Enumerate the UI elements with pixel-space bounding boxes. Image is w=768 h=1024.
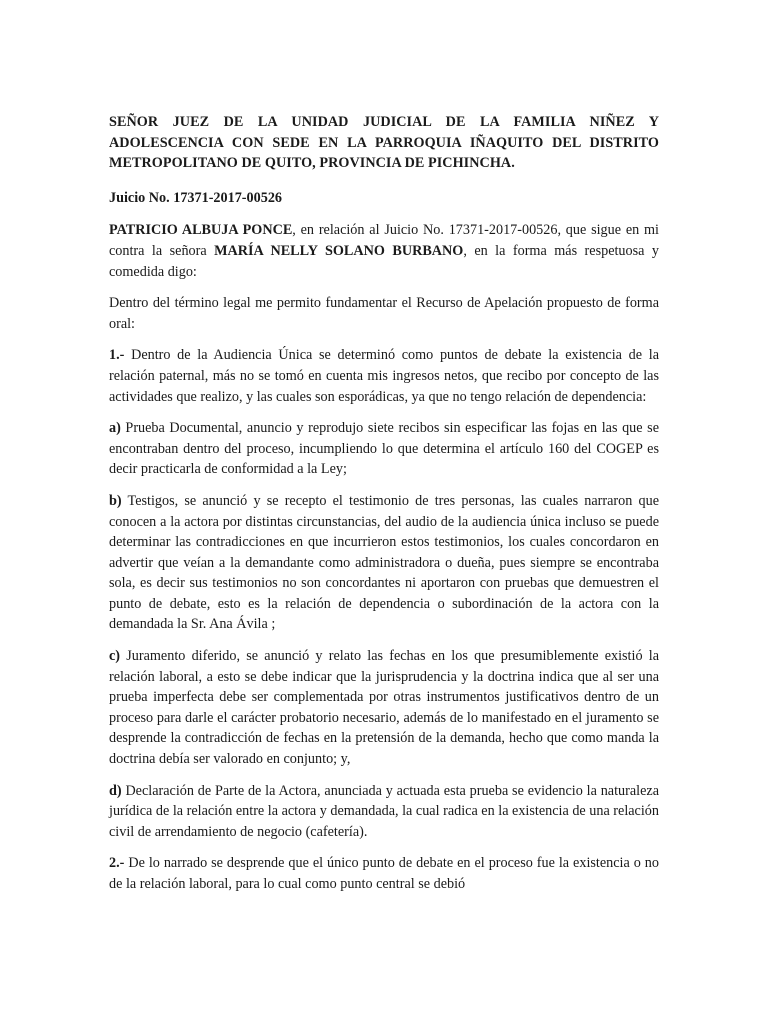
point-2-paragraph xyxy=(109,853,659,894)
point-1-paragraph xyxy=(109,345,659,407)
item-b-label: b) xyxy=(109,492,122,509)
item-d-paragraph xyxy=(109,781,659,843)
item-c-text: Juramento diferido, se anunció y relato las fechas en los que presumiblemente existió la relación laboral, a esto se debe indicar que la jurisprudencia y la doctrina indica que al ser una prueba imperfecta debe ser complementada por otras instrumentos justificativos dentro de un proceso para darle el carácter probatorio necesario, además de lo manifestado en el juramento se desprende la contradicción de fechas en la pretensión de la demanda, hecho que como manda la doctrina debía ser valorado en conjunto; y, xyxy=(109,648,659,768)
item-b-paragraph xyxy=(109,491,659,635)
case-number: Juicio No. 17371-2017-00526 xyxy=(109,189,283,206)
intro-text-2: , en la forma más respetuosa y comedida digo: xyxy=(109,242,659,280)
item-a-label: a) xyxy=(109,420,121,437)
item-a-text: Prueba Documental, anuncio y reprodujo siete recibos sin especificar las fojas en las que se encontraban dentro del proceso, incumpliendo lo que determina el artículo 160 del COGEP es decir practicarla de conformidad a la Ley; xyxy=(109,420,659,478)
defendant-name: MARÍA NELLY SOLANO BURBANO xyxy=(214,242,464,259)
document-heading: SEÑOR JUEZ DE LA UNIDAD JUDICIAL DE LA FAMILIA NIÑEZ Y ADOLESCENCIA CON SEDE EN LA PARROQUIA IÑAQUITO DEL DISTRITO METROPOLITANO DE QUITO, PROVINCIA DE PICHINCHA. xyxy=(109,114,659,172)
point-1-label: 1.- xyxy=(109,347,125,364)
plaintiff-name: PATRICIO ALBUJA PONCE xyxy=(109,222,293,239)
intro-text-1: , en relación al Juicio No. 17371-2017-00526, que sigue en mi contra la señora xyxy=(109,222,659,259)
legal-term-paragraph: Dentro del término legal me permito fundamentar el Recurso de Apelación propuesto de forma oral: xyxy=(109,295,659,332)
point-1-text: Dentro de la Audiencia Única se determinó como puntos de debate la existencia de la relación paternal, más no se tomó en cuenta mis ingresos netos, que recibo por concepto de las actividades que realizo, y las cuales son esporádicas, ya que no tengo relación de dependencia: xyxy=(109,347,659,405)
intro-paragraph xyxy=(109,220,659,282)
item-d-label: d) xyxy=(109,782,122,799)
document-page xyxy=(109,112,659,906)
item-b-text: Testigos, se anunció y se recepto el testimonio de tres personas, las cuales narraron que conocen a la actora por distintas circunstancias, del audio de la audiencia única incluso se puede determinar las contradicciones en que incurrieron estos testimonios, los cuales concordaron en advertir que veían a la demandante como administradora o dueña, pues siempre se encontraba sola, es decir sus testimonios no son concordantes ni aportaron con pruebas que demuestren el punto de debate, esto es la relación de dependencia o subordinación de la actora con la demandada la Sr. Ana Ávila ; xyxy=(109,492,659,633)
item-c-paragraph xyxy=(109,646,659,770)
point-2-label: 2.- xyxy=(109,855,125,872)
item-d-text: Declaración de Parte de la Actora, anunciada y actuada esta prueba se evidencio la naturaleza jurídica de la relación entre la actora y demandada, la cual radica en la existencia de una relación civil de arrendamiento de negocio (cafetería). xyxy=(109,782,659,840)
point-2-text: De lo narrado se desprende que el único punto de debate en el proceso fue la existencia o no de la relación laboral, para lo cual como punto central se debió xyxy=(109,855,659,892)
item-c-label: c) xyxy=(109,648,121,665)
item-a-paragraph xyxy=(109,418,659,480)
